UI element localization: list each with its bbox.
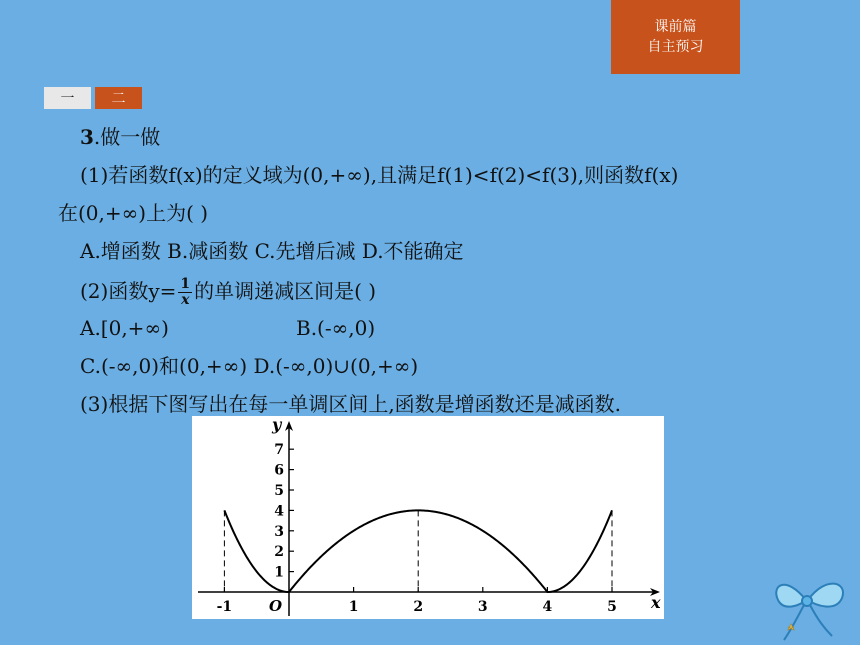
x-tick-label: 3	[477, 599, 488, 615]
y-tick-label: 7	[274, 442, 284, 459]
x-axis-label: x	[651, 593, 661, 612]
x-tick-label: -1	[216, 599, 233, 615]
graph-svg	[192, 416, 664, 619]
question-1-line-2: 在(0,+∞)上为( )	[58, 201, 209, 225]
exercise-title	[80, 125, 160, 149]
y-tick-label: 1	[274, 564, 284, 581]
origin-label: O	[269, 597, 283, 615]
x-tick-label: 5	[607, 599, 617, 615]
fraction-1-over-x	[178, 277, 192, 308]
question-2-option-a: A.[0,+∞)	[80, 316, 169, 340]
tab-bar	[44, 87, 146, 109]
question-1-options: A.增函数 B.减函数 C.先增后减 D.不能确定	[80, 239, 464, 263]
question-2-stem	[80, 277, 376, 308]
section-badge-line1: 课前篇	[654, 19, 697, 35]
x-tick-label: 4	[542, 599, 553, 615]
question-2-option-b: B.(-∞,0)	[296, 316, 376, 340]
tab-two[interactable]: 二	[95, 87, 142, 109]
tab-one[interactable]: 一	[44, 87, 91, 109]
y-tick-label: 3	[274, 523, 284, 540]
question-2-suffix: 的单调递减区间是( )	[194, 279, 377, 303]
y-axis-label: y	[272, 416, 282, 434]
fraction-numerator: 1	[180, 276, 191, 292]
question-2-options-cd: C.(-∞,0)和(0,+∞) D.(-∞,0)∪(0,+∞)	[80, 354, 419, 378]
exercise-number: 3	[80, 125, 94, 149]
section-badge-line2: 自主预习	[647, 39, 704, 55]
y-tick-label: 5	[274, 483, 284, 499]
x-tick-label: 2	[413, 599, 424, 615]
ribbon-bow-decoration	[766, 570, 856, 645]
question-3-stem: (3)根据下图写出在每一单调区间上,函数是增函数还是减函数.	[80, 392, 622, 416]
question-1-line-1: (1)若函数f(x)的定义域为(0,+∞),且满足f(1)<f(2)<f(3),则函数f(x)	[80, 163, 679, 187]
y-tick-label: 4	[274, 503, 284, 520]
y-tick-label: 6	[274, 462, 284, 479]
fraction-denominator: x	[181, 292, 190, 308]
x-tick-label: 1	[348, 599, 359, 615]
function-graph	[192, 416, 664, 619]
exercise-title-text: .做一做	[93, 125, 161, 149]
question-2-prefix: (2)函数y=	[80, 279, 177, 303]
section-badge	[611, 0, 740, 74]
y-tick-label: 2	[274, 544, 284, 561]
